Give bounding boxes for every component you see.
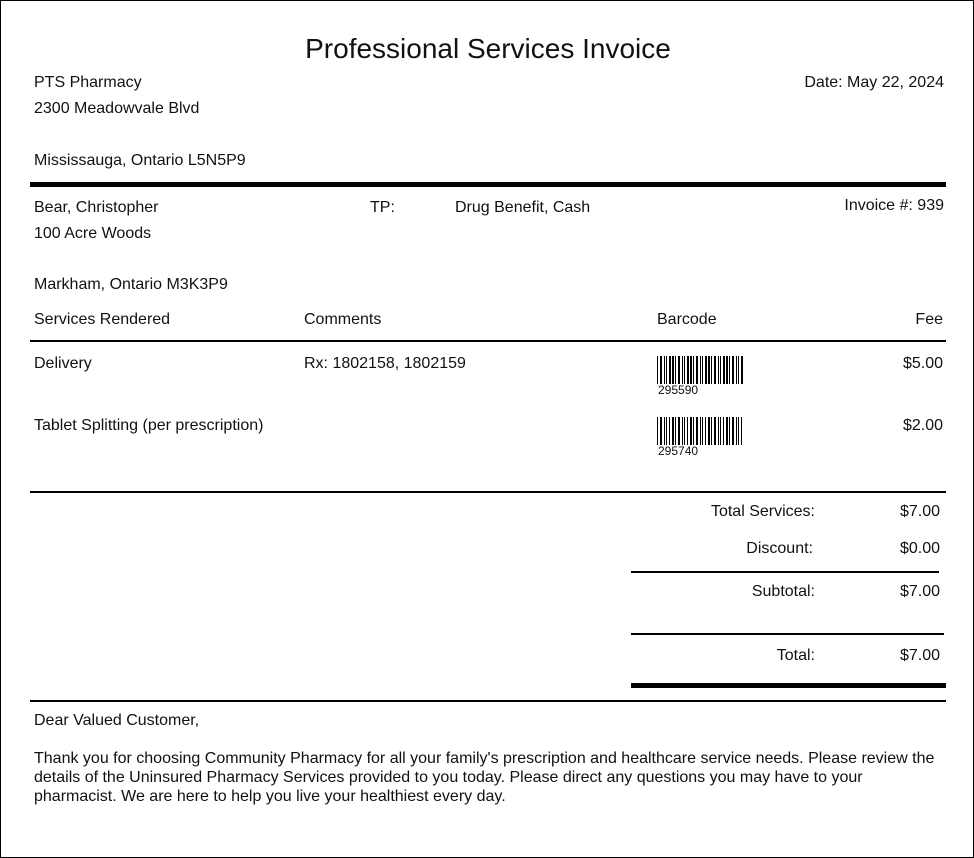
- barcode-image: [657, 356, 747, 398]
- total-double-rule: [631, 683, 946, 688]
- column-header-comments: Comments: [304, 311, 382, 328]
- barcode-bar: [693, 356, 694, 384]
- barcode-bar: [723, 356, 725, 384]
- barcode-bar: [714, 356, 716, 384]
- barcode-bar: [657, 356, 658, 384]
- subtotal-divider: [631, 571, 939, 573]
- barcode-bar: [718, 417, 719, 445]
- header-divider: [30, 182, 946, 187]
- invoice-title: Professional Services Invoice: [305, 33, 671, 64]
- barcode-bar: [718, 356, 719, 384]
- barcode-bar: [736, 356, 737, 384]
- barcode-bar: [675, 417, 676, 445]
- barcode-bar: [720, 417, 721, 445]
- barcode-bar: [687, 356, 689, 384]
- barcode-bar: [702, 356, 703, 384]
- barcode-bar: [708, 417, 710, 445]
- barcode-bar: [669, 417, 670, 445]
- patient-city-line: Markham, Ontario M3K3P9: [34, 276, 228, 293]
- barcode-number: 295590: [658, 383, 699, 397]
- barcode-bar: [720, 356, 721, 384]
- pharmacy-city-line: Mississauga, Ontario L5N5P9: [34, 152, 246, 169]
- comment-cell: Rx: 1802158, 1802159: [304, 355, 466, 372]
- invoice-date: Date: May 22, 2024: [804, 74, 944, 91]
- barcode-bar: [708, 356, 710, 384]
- tp-label: TP:: [370, 199, 395, 216]
- barcode-bar: [669, 356, 671, 384]
- table-bottom-divider: [30, 491, 946, 493]
- barcode-bar: [678, 417, 680, 445]
- barcode-bar: [682, 417, 683, 445]
- barcode-bar: [696, 356, 698, 384]
- barcode-bar: [738, 417, 739, 445]
- discount-value: $0.00: [899, 540, 940, 557]
- barcode-bar: [714, 417, 716, 445]
- tp-value: Drug Benefit, Cash: [455, 199, 591, 216]
- patient-name: Bear, Christopher: [34, 199, 159, 216]
- barcode-bar: [738, 356, 739, 384]
- pharmacy-name: PTS Pharmacy: [34, 74, 142, 91]
- barcode-bar: [726, 417, 728, 445]
- total-services-value: $7.00: [899, 503, 940, 520]
- barcode-bar: [732, 417, 734, 445]
- thank-you-message: Thank you for choosing Community Pharmacy for all your family's prescription and healthcare service needs. Please review the details of the Uninsured Pharmacy Services provided to you today. Please direct any questions you may have to your pharmacist. We are here to help you live your healthiest every day.: [34, 750, 935, 805]
- total-services-label: Total Services:: [710, 503, 815, 520]
- barcode-bar: [729, 417, 730, 445]
- barcode-bars: [657, 356, 745, 384]
- barcode-bar: [690, 417, 692, 445]
- column-header-barcode: Barcode: [657, 311, 717, 328]
- column-header-services: Services Rendered: [34, 311, 171, 328]
- barcode-number: 295740: [658, 444, 699, 458]
- barcode-image: [657, 417, 747, 459]
- barcode-bar: [660, 356, 662, 384]
- total-divider: [631, 633, 944, 635]
- column-header-fee: Fee: [915, 311, 943, 328]
- barcode-bar: [711, 417, 712, 445]
- barcode-bar: [732, 356, 734, 384]
- barcode-bar: [700, 356, 701, 384]
- total-value: $7.00: [899, 647, 940, 664]
- invoice-number: Invoice #: 939: [844, 197, 944, 214]
- barcode-bar: [729, 356, 730, 384]
- barcode-bar: [687, 417, 688, 445]
- barcode-bar: [666, 356, 667, 384]
- barcode-bar: [693, 417, 694, 445]
- barcode-bar: [702, 417, 703, 445]
- barcode-bar: [684, 356, 685, 384]
- barcode-bar: [684, 417, 685, 445]
- barcode-bars: [657, 417, 745, 445]
- barcode-bar: [682, 356, 683, 384]
- barcode-bar: [736, 417, 737, 445]
- barcode-bar: [741, 356, 743, 384]
- barcode-bar: [672, 417, 674, 445]
- barcode-bar: [666, 417, 667, 445]
- barcode-bar: [664, 417, 665, 445]
- table-header-divider: [30, 340, 946, 342]
- fee-cell: $2.00: [902, 417, 943, 434]
- barcode-bar: [741, 417, 742, 445]
- pharmacy-address: 2300 Meadowvale Blvd: [34, 100, 200, 117]
- total-label: Total:: [776, 647, 815, 664]
- greeting: Dear Valued Customer,: [34, 712, 200, 729]
- barcode-bar: [711, 356, 712, 384]
- barcode-bar: [678, 356, 680, 384]
- patient-address: 100 Acre Woods: [34, 225, 152, 242]
- footer-divider: [30, 700, 946, 702]
- barcode-bar: [700, 417, 701, 445]
- barcode-bar: [657, 417, 658, 445]
- barcode-bar: [705, 417, 706, 445]
- service-cell: Delivery: [34, 355, 92, 372]
- barcode-bar: [660, 417, 662, 445]
- subtotal-value: $7.00: [899, 583, 940, 600]
- barcode-bar: [705, 356, 707, 384]
- service-cell: Tablet Splitting (per prescription): [34, 417, 264, 434]
- barcode-bar: [672, 356, 674, 384]
- barcode-bar: [723, 417, 724, 445]
- barcode-bar: [696, 417, 698, 445]
- subtotal-label: Subtotal:: [751, 583, 815, 600]
- barcode-bar: [690, 356, 692, 384]
- barcode-bar: [675, 356, 676, 384]
- barcode-bar: [664, 356, 665, 384]
- barcode-bar: [726, 356, 728, 384]
- discount-label: Discount:: [746, 540, 813, 557]
- fee-cell: $5.00: [902, 355, 943, 372]
